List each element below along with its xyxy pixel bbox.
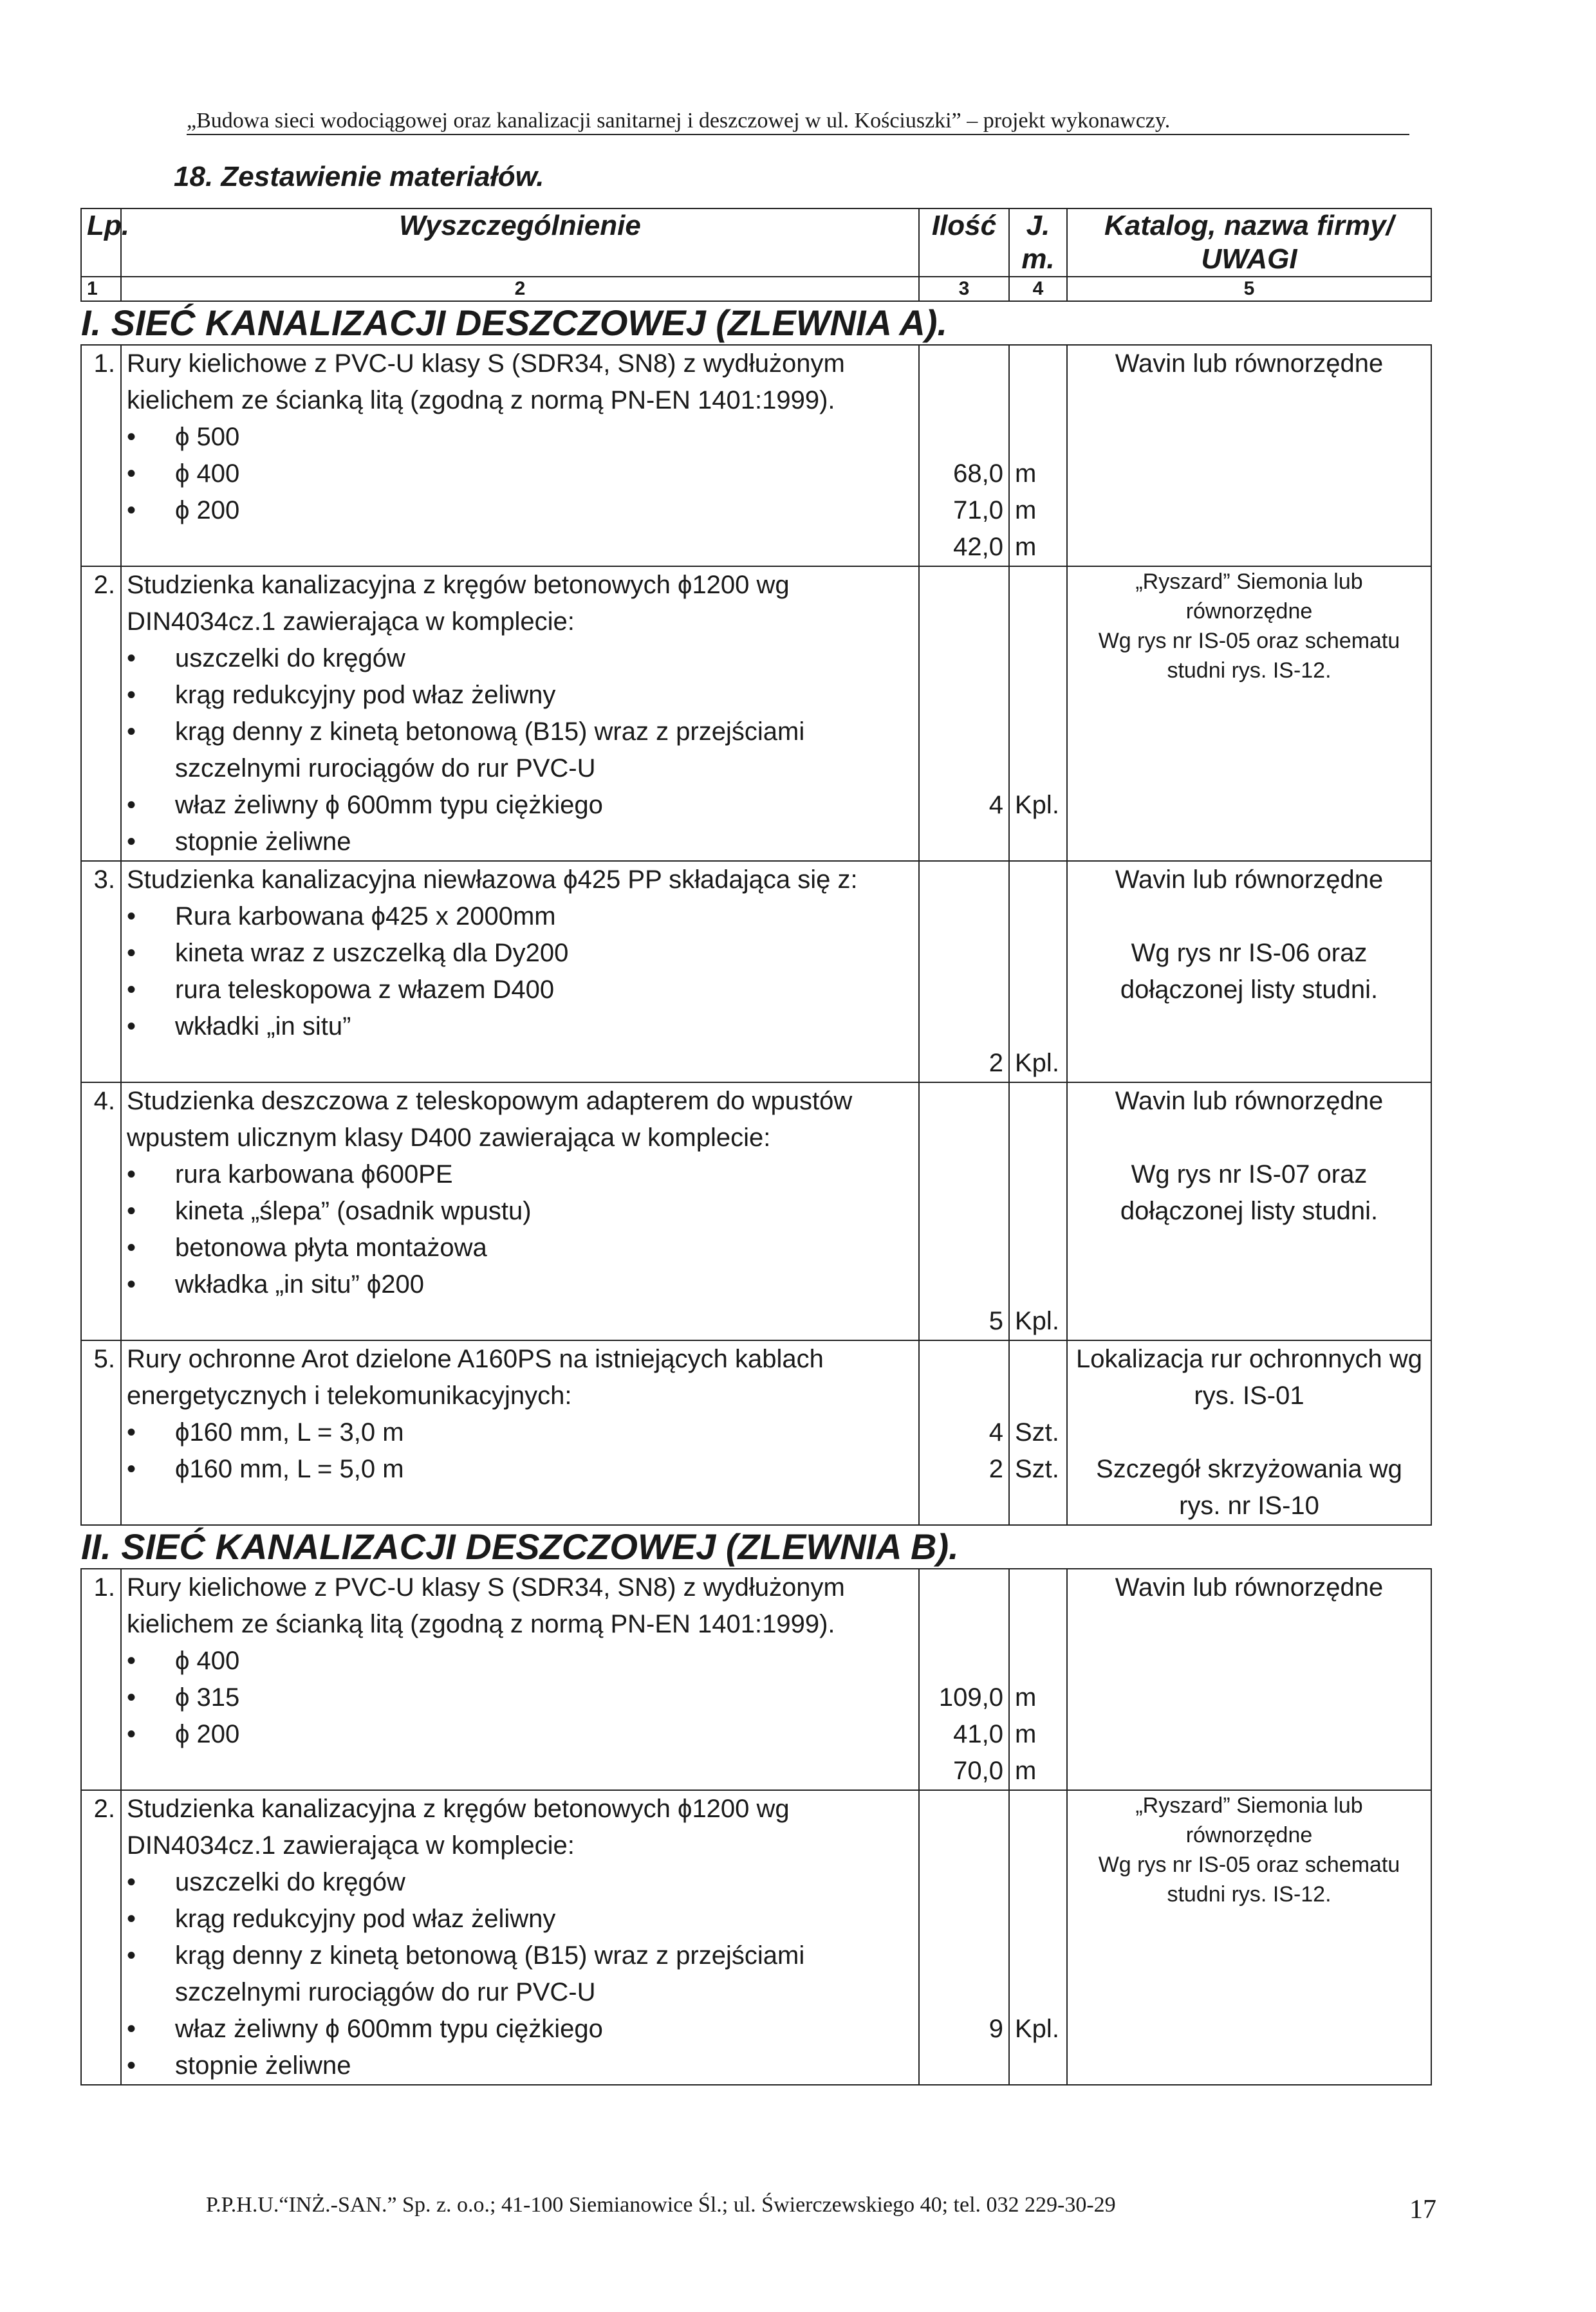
unit-value: Kpl. (1015, 2015, 1059, 2043)
spacer (925, 1901, 1003, 1937)
spacer (925, 677, 1003, 714)
spacer (1015, 714, 1061, 750)
bullet-item: • ϕ 200 (127, 492, 913, 529)
spacer (925, 972, 1003, 1008)
section-title: 18. Zestawienie materiałów. (174, 161, 544, 192)
unit-value: Kpl. (1015, 1307, 1059, 1335)
gap (1073, 1120, 1425, 1156)
item-text: Studzienka kanalizacyjna z kręgów betonowych ϕ1200 wg DIN4034cz.1 zawierająca w komplecie: (127, 571, 790, 636)
catalog-note: Wavin lub równorzędne (1115, 349, 1384, 378)
footer-company: P.P.H.U.“INŻ.-SAN.” Sp. z. o.o.; 41-100 Siemianowice Śl.; ul. Świerczewskiego 40; tel. 032 229-30-29 (206, 2193, 1116, 2217)
catalog-note: Wavin lub równorzędne (1115, 1087, 1384, 1115)
item-quantity (919, 1082, 1009, 1340)
bullet-item: • stopnie żeliwne (127, 2048, 913, 2084)
spacer (925, 346, 1003, 382)
unit-value: m (1015, 1757, 1037, 1785)
spacer (925, 1266, 1003, 1303)
item-quantity (919, 566, 1009, 861)
item-unit (1009, 345, 1067, 566)
unit-value: m (1015, 533, 1037, 561)
table-row (81, 1790, 1431, 2085)
spacer (1015, 604, 1061, 640)
item-text: Rury kielichowe z PVC-U klasy S (SDR34, SN8) z wydłużonym kielichem ze ścianką litą (zgodną z normą PN-EN 1401:1999). (127, 349, 845, 414)
spacer (1015, 1937, 1061, 1974)
unit-value: Kpl. (1015, 1049, 1059, 1077)
item-description (121, 1340, 919, 1525)
item-description (121, 1082, 919, 1340)
item-number: 2. (81, 1790, 121, 2085)
bullet-item: • ϕ 500 (127, 419, 913, 456)
spacer (925, 898, 1003, 935)
bullet-list (127, 1864, 913, 2084)
col-header-lp: Lp. (81, 208, 121, 277)
item-number: 2. (81, 566, 121, 861)
col-number: 3 (919, 277, 1009, 301)
spacer (925, 1606, 1003, 1643)
table-row (81, 1082, 1431, 1340)
table-row (81, 566, 1431, 861)
bullet-list (127, 640, 913, 860)
spacer (1015, 346, 1061, 382)
spacer (1015, 567, 1061, 604)
column-number-row (81, 277, 1431, 301)
spacer (925, 604, 1003, 640)
bullet-item: • rura teleskopowa z włazem D400 (127, 972, 913, 1008)
item-unit (1009, 1790, 1067, 2085)
spacer (1015, 382, 1061, 419)
bullet-item: • ϕ160 mm, L = 3,0 m (127, 1414, 913, 1451)
catalog-note: Lokalizacja rur ochronnych wg rys. IS-01 (1075, 1345, 1423, 1410)
spacer (925, 1827, 1003, 1864)
bullet-item: • kineta „ślepa” (osadnik wpustu) (127, 1193, 913, 1230)
table-row (81, 345, 1431, 566)
item-quantity (919, 1340, 1009, 1525)
quantity-value: 41,0 (953, 1720, 1003, 1748)
item-number: 1. (81, 345, 121, 566)
catalog-note: „Ryszard” Siemonia lub równorzędne (1135, 1793, 1363, 1847)
bullet-item: • krąg denny z kinetą betonową (B15) wraz z przejściami szczelnymi rurociągów do rur PVC-U (127, 714, 913, 787)
item-number: 5. (81, 1340, 121, 1525)
spacer (925, 1864, 1003, 1901)
spacer (925, 1791, 1003, 1827)
table-row (81, 1340, 1431, 1525)
item-unit (1009, 1082, 1067, 1340)
item-number: 4. (81, 1082, 121, 1340)
spacer (1015, 1901, 1061, 1937)
spacer (925, 419, 1003, 456)
item-unit (1009, 566, 1067, 861)
item-unit (1009, 1569, 1067, 1790)
bullet-list (127, 1414, 913, 1488)
spacer (925, 382, 1003, 419)
spacer (1015, 862, 1061, 898)
quantity-value: 4 (988, 791, 1003, 819)
col-header-unit: J. m. (1009, 208, 1067, 277)
unit-value: m (1015, 1720, 1037, 1748)
section-heading: I. SIEĆ KANALIZACJI DESZCZOWEJ (ZLEWNIA A). (81, 301, 1431, 345)
spacer (925, 1008, 1003, 1045)
table-row (81, 1569, 1431, 1790)
spacer (1015, 1008, 1061, 1045)
spacer (1015, 419, 1061, 456)
spacer (925, 1156, 1003, 1193)
spacer (1015, 1120, 1061, 1156)
quantity-value: 68,0 (953, 459, 1003, 488)
item-number: 3. (81, 861, 121, 1082)
bullet-item: • krąg denny z kinetą betonową (B15) wraz z przejściami szczelnymi rurociągów do rur PVC-U (127, 1937, 913, 2011)
catalog-note: Wavin lub równorzędne (1115, 1573, 1384, 1602)
item-catalog (1067, 1340, 1431, 1525)
quantity-value: 5 (988, 1307, 1003, 1335)
spacer (1015, 1083, 1061, 1120)
quantity-value: 9 (988, 2015, 1003, 2043)
gap (1073, 898, 1425, 935)
item-catalog (1067, 1569, 1431, 1790)
item-description (121, 566, 919, 861)
spacer (925, 750, 1003, 787)
spacer (1015, 677, 1061, 714)
spacer (1015, 640, 1061, 677)
unit-value: m (1015, 496, 1037, 524)
spacer (925, 567, 1003, 604)
item-text: Studzienka kanalizacyjna niewłazowa ϕ425 PP składająca się z: (127, 865, 858, 894)
spacer (1015, 935, 1061, 972)
quantity-value: 109,0 (938, 1683, 1003, 1712)
item-description (121, 1569, 919, 1790)
section-heading: II. SIEĆ KANALIZACJI DESZCZOWEJ (ZLEWNIA B). (81, 1525, 1431, 1569)
bullet-item: • wkładka „in situ” ϕ200 (127, 1266, 913, 1303)
spacer (1015, 1643, 1061, 1679)
catalog-note: Wg rys nr IS-07 oraz dołączonej listy studni. (1120, 1160, 1378, 1225)
item-quantity (919, 861, 1009, 1082)
unit-value: Szt. (1015, 1455, 1059, 1483)
spacer (925, 862, 1003, 898)
section-heading-row (81, 1525, 1431, 1569)
col-header-cat: Katalog, nazwa firmy/ UWAGI (1067, 208, 1431, 277)
spacer (925, 1643, 1003, 1679)
item-text: Rury ochronne Arot dzielone A160PS na istniejących kablach energetycznych i telekomunikacyjnych: (127, 1345, 824, 1410)
col-header-desc: Wyszczególnienie (121, 208, 919, 277)
spacer (1015, 972, 1061, 1008)
table-row (81, 861, 1431, 1082)
item-description (121, 1790, 919, 2085)
spacer (1015, 1193, 1061, 1230)
spacer (925, 1230, 1003, 1266)
catalog-note: Wavin lub równorzędne (1115, 865, 1384, 894)
bullet-list (127, 1156, 913, 1303)
spacer (1015, 1827, 1061, 1864)
bullet-item: • betonowa płyta montażowa (127, 1230, 913, 1266)
spacer (1015, 1864, 1061, 1901)
col-number: 1 (81, 277, 121, 301)
quantity-value: 2 (988, 1049, 1003, 1077)
spacer (925, 640, 1003, 677)
bullet-list (127, 419, 913, 529)
bullet-item: • ϕ160 mm, L = 5,0 m (127, 1451, 913, 1488)
col-number: 2 (121, 277, 919, 301)
gap (1073, 1414, 1425, 1451)
item-quantity (919, 1569, 1009, 1790)
item-description (121, 345, 919, 566)
catalog-note: Wg rys nr IS-05 oraz schematu studni rys. IS-12. (1098, 629, 1400, 683)
spacer (925, 1974, 1003, 2011)
spacer (925, 1083, 1003, 1120)
unit-value: m (1015, 459, 1037, 488)
item-unit (1009, 861, 1067, 1082)
spacer (1015, 1791, 1061, 1827)
catalog-note: Wg rys nr IS-05 oraz schematu studni rys. IS-12. (1098, 1853, 1400, 1907)
col-header-qty: Ilość (919, 208, 1009, 277)
spacer (925, 1569, 1003, 1606)
spacer (925, 1120, 1003, 1156)
quantity-value: 42,0 (953, 533, 1003, 561)
quantity-value: 2 (988, 1455, 1003, 1483)
quantity-value: 70,0 (953, 1757, 1003, 1785)
spacer (1015, 898, 1061, 935)
spacer (1015, 1378, 1061, 1414)
bullet-item: • stopnie żeliwne (127, 824, 913, 860)
item-description (121, 861, 919, 1082)
spacer (1015, 1569, 1061, 1606)
bullet-list (127, 898, 913, 1045)
unit-value: Szt. (1015, 1418, 1059, 1447)
unit-value: m (1015, 1683, 1037, 1712)
spacer (925, 1937, 1003, 1974)
item-unit (1009, 1340, 1067, 1525)
bullet-item: • wkładki „in situ” (127, 1008, 913, 1045)
spacer (1015, 750, 1061, 787)
spacer (925, 935, 1003, 972)
bullet-item: • uszczelki do kręgów (127, 640, 913, 677)
bullet-item: • krąg redukcyjny pod właz żeliwny (127, 1901, 913, 1937)
section-heading-row (81, 301, 1431, 345)
bullet-item: • Rura karbowana ϕ425 x 2000mm (127, 898, 913, 935)
spacer (1015, 1606, 1061, 1643)
item-catalog (1067, 566, 1431, 861)
bullet-item: • ϕ 400 (127, 456, 913, 492)
quantity-value: 71,0 (953, 496, 1003, 524)
item-quantity (919, 345, 1009, 566)
bullet-list (127, 1643, 913, 1753)
bullet-item: • właz żeliwny ϕ 600mm typu ciężkiego (127, 787, 913, 824)
catalog-note: Szczegół skrzyżowania wg rys. nr IS-10 (1096, 1455, 1402, 1520)
spacer (925, 1378, 1003, 1414)
spacer (1015, 1230, 1061, 1266)
bullet-item: • uszczelki do kręgów (127, 1864, 913, 1901)
spacer (925, 714, 1003, 750)
item-catalog (1067, 1082, 1431, 1340)
item-text: Studzienka deszczowa z teleskopowym adapterem do wpustów wpustem ulicznym klasy D400 zawierająca w komplecie: (127, 1087, 853, 1152)
spacer (925, 1341, 1003, 1378)
unit-value: Kpl. (1015, 791, 1059, 819)
col-number: 4 (1009, 277, 1067, 301)
catalog-note: „Ryszard” Siemonia lub równorzędne (1135, 569, 1363, 624)
quantity-value: 4 (988, 1418, 1003, 1447)
bullet-item: • rura karbowana ϕ600PE (127, 1156, 913, 1193)
item-number: 1. (81, 1569, 121, 1790)
table-header-row (81, 208, 1431, 277)
item-quantity (919, 1790, 1009, 2085)
item-catalog (1067, 345, 1431, 566)
bullet-item: • kineta wraz z uszczelką dla Dy200 (127, 935, 913, 972)
spacer (1015, 1974, 1061, 2011)
item-text: Rury kielichowe z PVC-U klasy S (SDR34, SN8) z wydłużonym kielichem ze ścianką litą (zgodną z normą PN-EN 1401:1999). (127, 1573, 845, 1638)
spacer (1015, 1266, 1061, 1303)
item-catalog (1067, 1790, 1431, 2085)
item-catalog (1067, 861, 1431, 1082)
document-header: „Budowa sieci wodociągowej oraz kanalizacji sanitarnej i deszczowej w ul. Kościuszki” – projekt wykonawczy. (187, 108, 1409, 135)
bullet-item: • krąg redukcyjny pod właz żeliwny (127, 677, 913, 714)
col-number: 5 (1067, 277, 1431, 301)
spacer (1015, 1156, 1061, 1193)
page-number: 17 (1409, 2195, 1436, 2224)
bullet-item: • ϕ 315 (127, 1679, 913, 1716)
bullet-item: • ϕ 400 (127, 1643, 913, 1679)
spacer (925, 1193, 1003, 1230)
spacer (1015, 1341, 1061, 1378)
item-text: Studzienka kanalizacyjna z kręgów betonowych ϕ1200 wg DIN4034cz.1 zawierająca w komplecie: (127, 1795, 790, 1860)
catalog-note: Wg rys nr IS-06 oraz dołączonej listy studni. (1120, 939, 1378, 1004)
bullet-item: • ϕ 200 (127, 1716, 913, 1753)
materials-table (80, 208, 1432, 2085)
bullet-item: • właz żeliwny ϕ 600mm typu ciężkiego (127, 2011, 913, 2048)
